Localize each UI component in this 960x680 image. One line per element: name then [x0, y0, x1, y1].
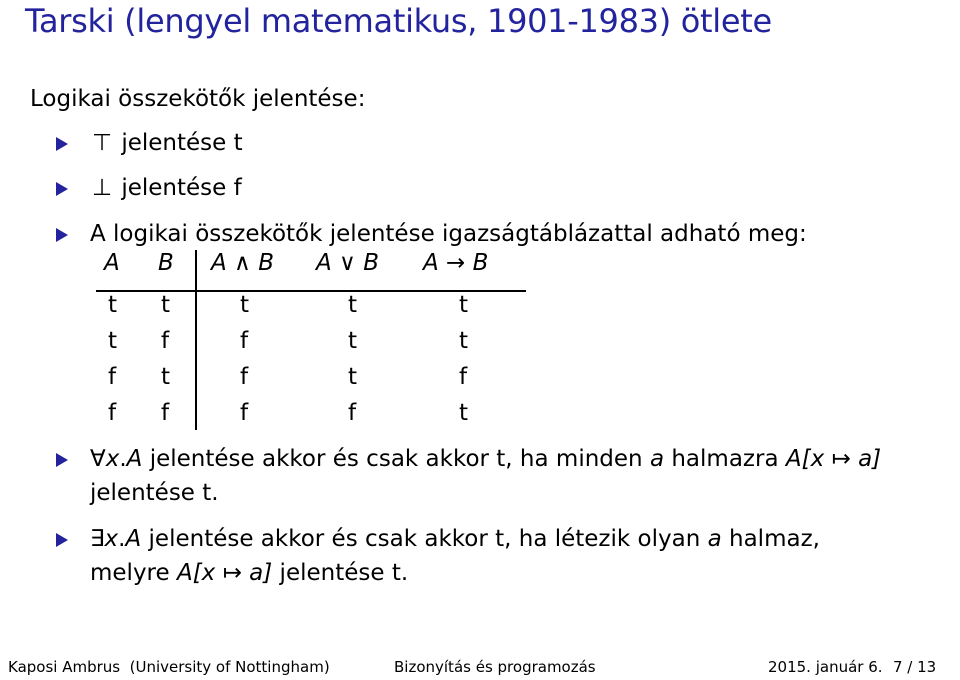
bullet-triangle-icon — [56, 182, 68, 196]
truth-table-intro: A logikai összekötők jelentése igazságtáblázattal adható meg: — [90, 221, 807, 247]
footer-date: 2015. január 6. — [768, 658, 883, 676]
top-text: jelentése t — [121, 130, 243, 156]
slide-title: Tarski (lengyel matematikus, 1901-1983) ötlete — [25, 2, 772, 40]
forall-dot: . — [119, 446, 127, 472]
forall-var: x — [105, 446, 120, 472]
bottom-text: jelentése f — [121, 175, 242, 201]
table-cell: t — [161, 364, 171, 390]
forall-line2: jelentése t. — [90, 480, 219, 506]
exists-var: x — [104, 526, 119, 552]
forall-a: a — [649, 446, 665, 472]
table-cell: f — [240, 328, 249, 354]
exists-line2b: jelentése t. — [272, 560, 409, 586]
table-header: A → B — [423, 250, 489, 276]
exists-dot: . — [118, 526, 126, 552]
top-symbol: ⊤ — [91, 130, 113, 156]
bottom-symbol: ⊥ — [91, 175, 113, 201]
forall-symbol: ∀ — [90, 446, 106, 472]
table-vertical-rule — [195, 250, 197, 430]
bullet-triangle-icon — [56, 533, 68, 547]
table-cell: t — [161, 292, 171, 318]
table-cell: f — [108, 364, 117, 390]
table-cell: t — [348, 292, 358, 318]
intro-text: Logikai összekötők jelentése: — [30, 86, 366, 112]
table-cell: t — [459, 400, 469, 426]
table-cell: t — [459, 328, 469, 354]
table-cell: t — [108, 292, 118, 318]
table-cell: f — [348, 400, 357, 426]
table-cell: t — [348, 328, 358, 354]
forall-text1: jelentése akkor és csak akkor t, ha minden — [142, 446, 650, 472]
table-header: A ∨ B — [316, 250, 379, 276]
exists-a: a — [707, 526, 722, 552]
forall-subst: A[x ↦ a] — [785, 446, 882, 472]
table-header: A — [104, 250, 120, 276]
exists-formula: A — [125, 526, 142, 552]
table-cell: f — [240, 400, 249, 426]
table-cell: t — [459, 292, 469, 318]
footer-page-number: 7 / 13 — [893, 658, 937, 676]
table-cell: t — [108, 328, 118, 354]
table-cell: f — [161, 400, 170, 426]
forall-formula: A — [126, 446, 143, 472]
exists-text2: halmaz, — [721, 526, 820, 552]
bullet-triangle-icon — [56, 453, 68, 467]
table-cell: f — [240, 364, 249, 390]
footer-course: Bizonyítás és programozás — [394, 658, 596, 676]
table-cell: t — [240, 292, 250, 318]
exists-text1: jelentése akkor és csak akkor t, ha létezik olyan — [141, 526, 708, 552]
footer-bar — [0, 656, 960, 680]
table-cell: f — [161, 328, 170, 354]
table-cell: t — [348, 364, 358, 390]
forall-text2: halmazra — [664, 446, 786, 472]
exists-line2a: melyre — [90, 560, 177, 586]
table-cell: f — [459, 364, 468, 390]
exists-subst: A[x ↦ a] — [176, 560, 273, 586]
table-cell: f — [108, 400, 117, 426]
exists-symbol: ∃ — [90, 526, 105, 552]
footer-author: Kaposi Ambrus (University of Nottingham) — [8, 658, 330, 676]
bullet-triangle-icon — [56, 137, 68, 151]
bullet-triangle-icon — [56, 228, 68, 242]
table-header: A ∧ B — [211, 250, 274, 276]
table-header: B — [158, 250, 174, 276]
